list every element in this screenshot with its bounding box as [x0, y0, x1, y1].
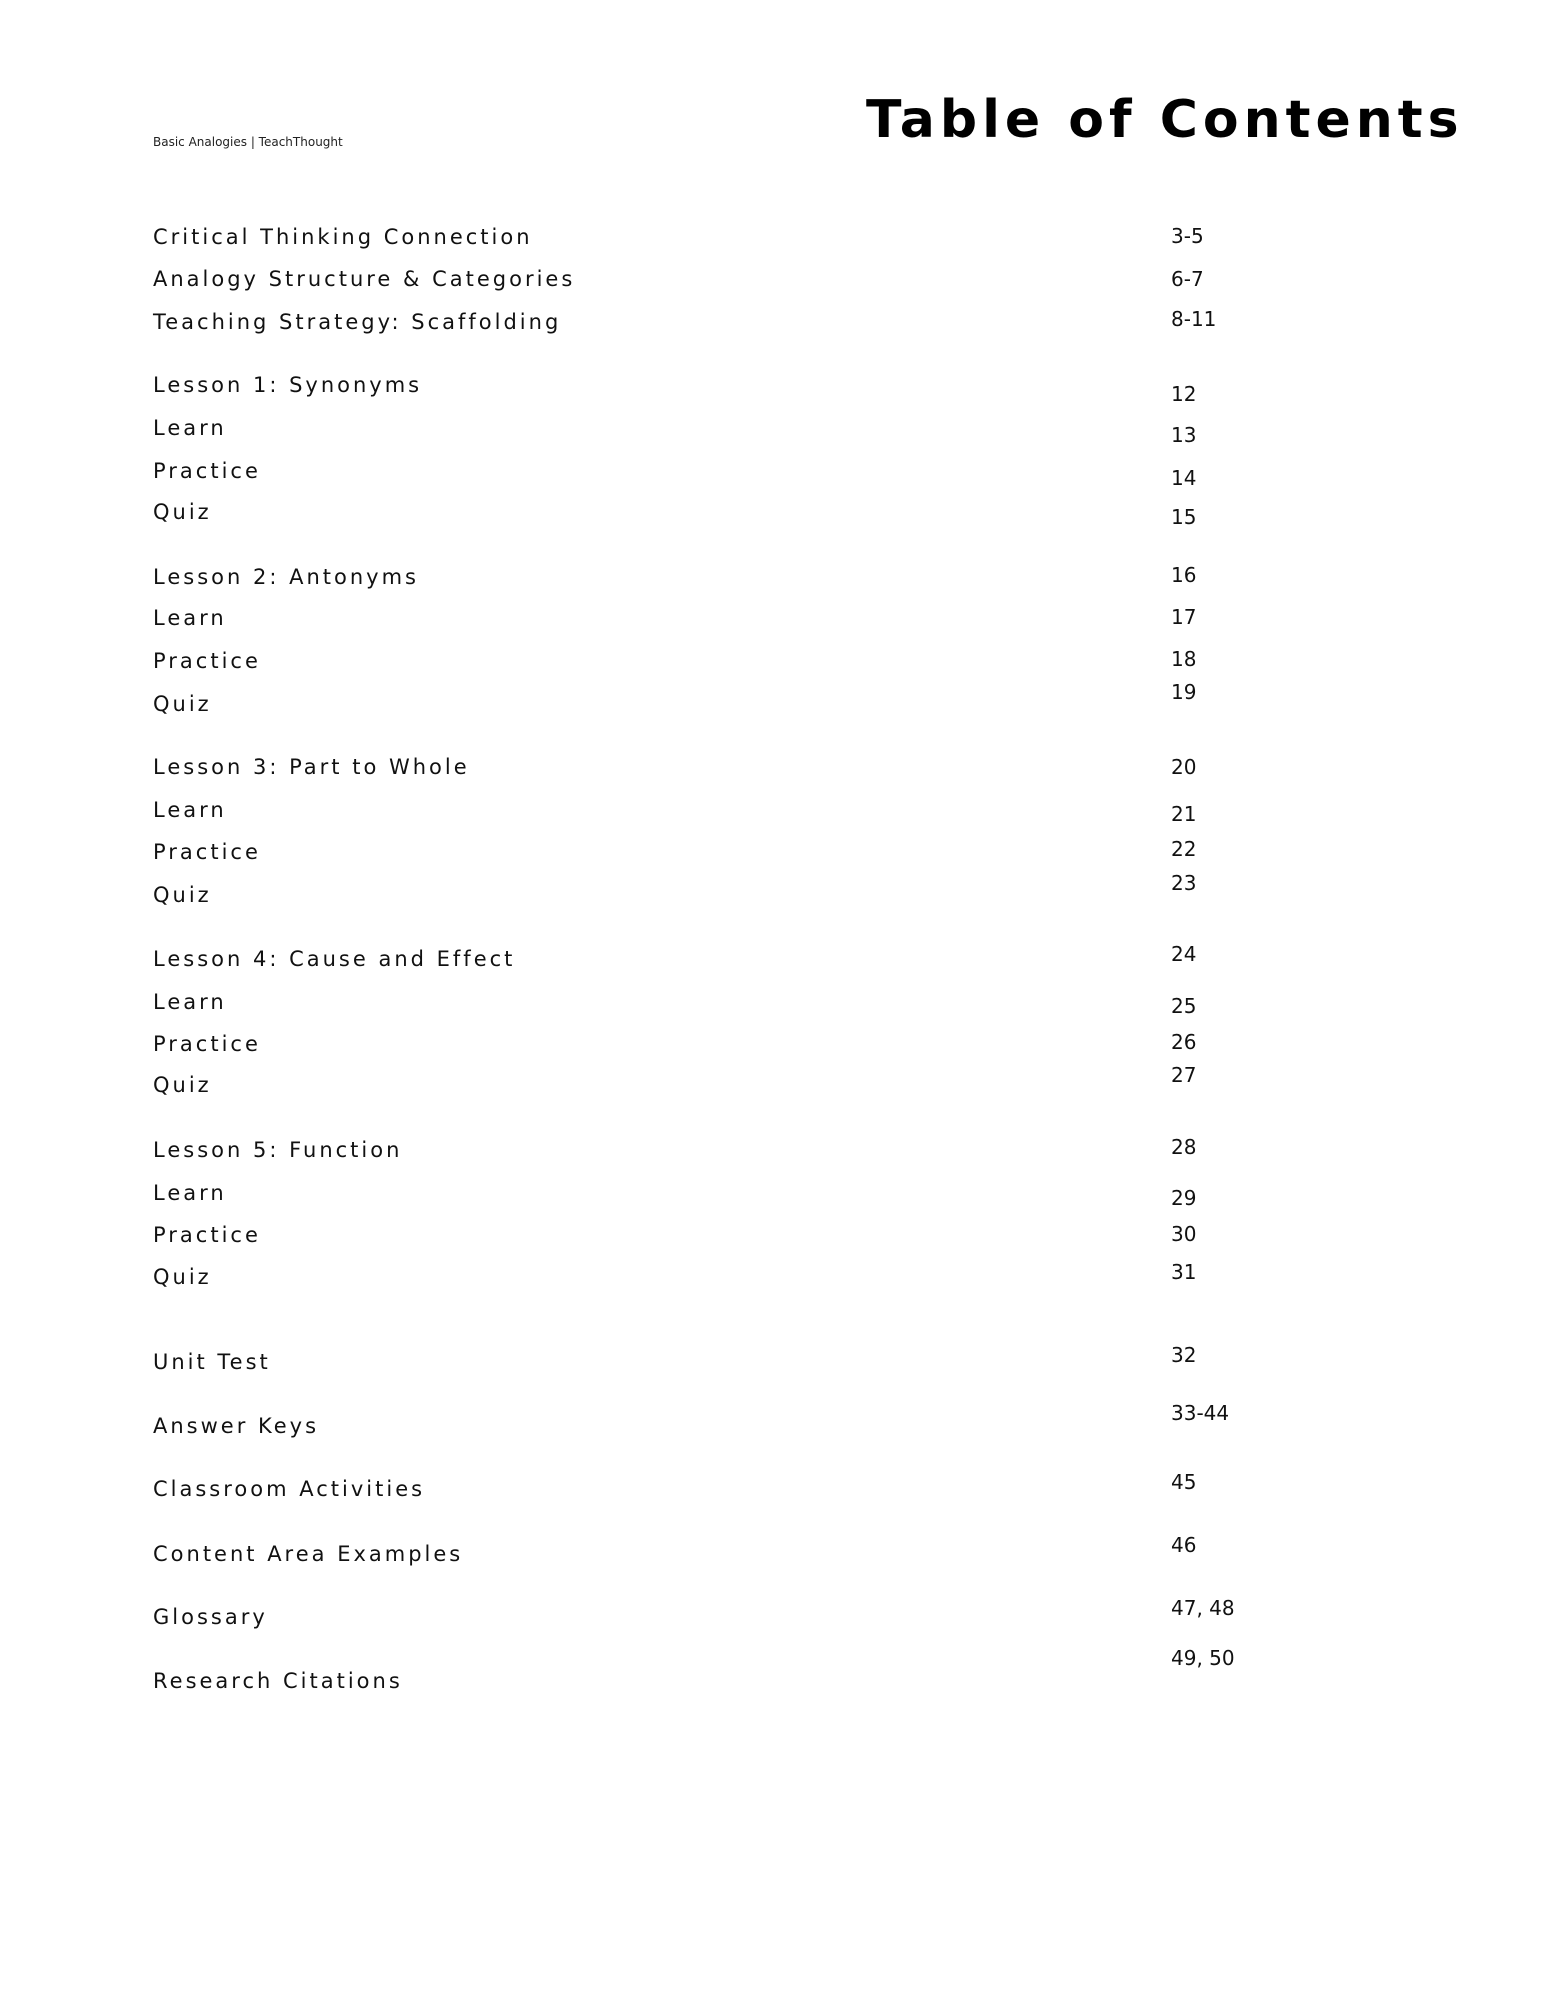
toc-entry-label: Classroom Activities — [153, 1477, 426, 1502]
toc-entry-label: Lesson 2: Antonyms — [153, 564, 419, 589]
toc-entry-label: Learn — [153, 990, 227, 1015]
toc-entry-page: 33-44 — [1171, 1401, 1230, 1426]
toc-entry-page: 3-5 — [1171, 223, 1204, 248]
toc-entry-page: 49, 50 — [1171, 1646, 1235, 1671]
toc-entry-label: Answer Keys — [153, 1414, 320, 1439]
toc-entry-label: Practice — [153, 458, 261, 483]
toc-entry-label: Glossary — [153, 1604, 268, 1629]
toc-entry-page: 16 — [1171, 563, 1197, 588]
toc-entry-page: 23 — [1171, 871, 1197, 896]
toc-entry-label: Lesson 1: Synonyms — [153, 372, 423, 397]
toc-entry-label: Practice — [153, 649, 261, 674]
toc-entry-label: Content Area Examples — [153, 1541, 464, 1566]
toc-entry-label: Quiz — [153, 1265, 212, 1290]
toc-entry-label: Practice — [153, 1223, 261, 1248]
toc-entry-page: 31 — [1171, 1260, 1197, 1285]
toc-entry-label: Quiz — [153, 692, 212, 717]
toc-entry-page: 14 — [1171, 466, 1197, 491]
toc-entry-page: 20 — [1171, 755, 1197, 780]
toc-entry-page: 47, 48 — [1171, 1595, 1235, 1620]
toc-entry-label: Practice — [153, 1031, 261, 1056]
toc-entry-page: 25 — [1171, 993, 1197, 1018]
toc-entry-label: Learn — [153, 606, 227, 631]
toc-entry-label: Quiz — [153, 1073, 212, 1098]
toc-entry-page: 18 — [1171, 646, 1197, 671]
toc-entry-label: Lesson 3: Part to Whole — [153, 755, 470, 780]
running-head: Basic Analogies | TeachThought — [153, 135, 343, 149]
toc-entry-page: 32 — [1171, 1343, 1197, 1368]
toc-entry-page: 30 — [1171, 1222, 1197, 1247]
toc-entry-label: Lesson 5: Function — [153, 1137, 403, 1162]
toc-entry-page: 12 — [1171, 381, 1197, 406]
toc-entry-page: 24 — [1171, 942, 1197, 967]
toc-entry-label: Practice — [153, 839, 261, 864]
toc-entry-page: 28 — [1171, 1135, 1197, 1160]
toc-entry-page: 45 — [1171, 1469, 1197, 1494]
toc-entry-page: 29 — [1171, 1185, 1197, 1210]
toc-entry-label: Quiz — [153, 882, 212, 907]
toc-entry-page: 46 — [1171, 1532, 1197, 1557]
toc-entry-label: Learn — [153, 798, 227, 823]
toc-entry-label: Unit Test — [153, 1349, 271, 1374]
toc-entry-label: Learn — [153, 415, 227, 440]
toc-entry-page: 13 — [1171, 423, 1197, 448]
toc-entry-page: 8-11 — [1171, 307, 1217, 332]
toc-entry-page: 27 — [1171, 1063, 1197, 1088]
toc-entry-page: 6-7 — [1171, 266, 1204, 291]
toc-entry-label: Teaching Strategy: Scaffolding — [153, 309, 562, 334]
toc-entry-page: 26 — [1171, 1030, 1197, 1055]
toc-entry-page: 22 — [1171, 837, 1197, 862]
toc-entry-label: Quiz — [153, 500, 212, 525]
toc-entry-label: Lesson 4: Cause and Effect — [153, 947, 516, 972]
toc-entry-page: 21 — [1171, 801, 1197, 826]
toc-entry-label: Learn — [153, 1180, 227, 1205]
toc-entry-label: Analogy Structure & Categories — [153, 266, 576, 291]
toc-entry-page: 17 — [1171, 605, 1197, 630]
toc-entry-page: 15 — [1171, 505, 1197, 530]
toc-entry-label: Research Citations — [153, 1668, 403, 1693]
toc-entry-label: Critical Thinking Connection — [153, 225, 533, 250]
toc-entry-page: 19 — [1171, 679, 1197, 704]
page-title: Table of Contents — [866, 90, 1464, 150]
